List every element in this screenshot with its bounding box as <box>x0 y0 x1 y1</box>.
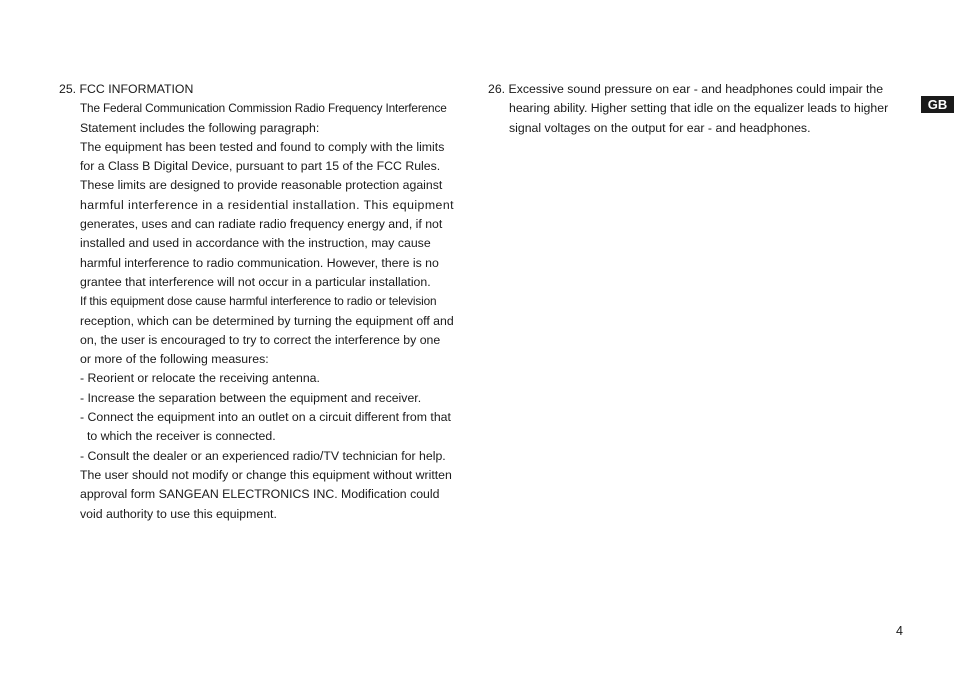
paragraph-line: approval form SANGEAN ELECTRONICS INC. Modification could <box>80 487 440 502</box>
paragraph-line: or more of the following measures: <box>80 352 269 367</box>
paragraph-line: grantee that interference will not occur in a particular installation. <box>80 274 431 289</box>
list-item: - Increase the separation between the equipment and receiver. <box>80 390 422 405</box>
paragraph-line: generates, uses and can radiate radio frequency energy and, if not <box>80 217 443 232</box>
paragraph-line: installed and used in accordance with the instruction, may cause <box>80 236 431 251</box>
language-badge: GB <box>921 96 954 113</box>
page-number: 4 <box>896 624 903 638</box>
section-heading: 25. FCC INFORMATION <box>59 82 194 96</box>
paragraph-line: signal voltages on the output for ear - and headphones. <box>509 120 811 135</box>
section-25 <box>59 80 469 524</box>
paragraph-line: on, the user is encouraged to try to correct the interference by one <box>80 332 441 347</box>
list-item: - Consult the dealer or an experienced radio/TV technician for help. <box>80 448 446 463</box>
paragraph-line: void authority to use this equipment. <box>80 506 277 521</box>
paragraph-line: reception, which can be determined by turning the equipment off and <box>80 313 454 328</box>
section-26 <box>488 80 898 138</box>
paragraph-line: Statement includes the following paragraph: <box>80 120 320 135</box>
paragraph-line: hearing ability. Higher setting that idle on the equalizer leads to higher <box>509 101 889 116</box>
list-item: - Connect the equipment into an outlet on a circuit different from that <box>80 410 451 425</box>
paragraph-line: If this equipment dose cause harmful interference to radio or television <box>80 294 437 309</box>
paragraph-line: The Federal Communication Commission Radio Frequency Interference <box>80 101 447 116</box>
paragraph-line: for a Class B Digital Device, pursuant to part 15 of the FCC Rules. <box>80 159 441 174</box>
list-item-continuation: to which the receiver is connected. <box>87 429 276 444</box>
paragraph-line: The equipment has been tested and found to comply with the limits <box>80 139 445 154</box>
paragraph-line: harmful interference in a residential installation. This equipment <box>80 197 454 212</box>
section-heading-line: 26. Excessive sound pressure on ear - and headphones could impair the <box>488 82 884 96</box>
paragraph-line: These limits are designed to provide reasonable protection against <box>80 178 443 193</box>
list-item: - Reorient or relocate the receiving antenna. <box>80 371 320 386</box>
paragraph-line: The user should not modify or change this equipment without written <box>80 467 452 482</box>
paragraph-line: harmful interference to radio communication. However, there is no <box>80 255 439 270</box>
